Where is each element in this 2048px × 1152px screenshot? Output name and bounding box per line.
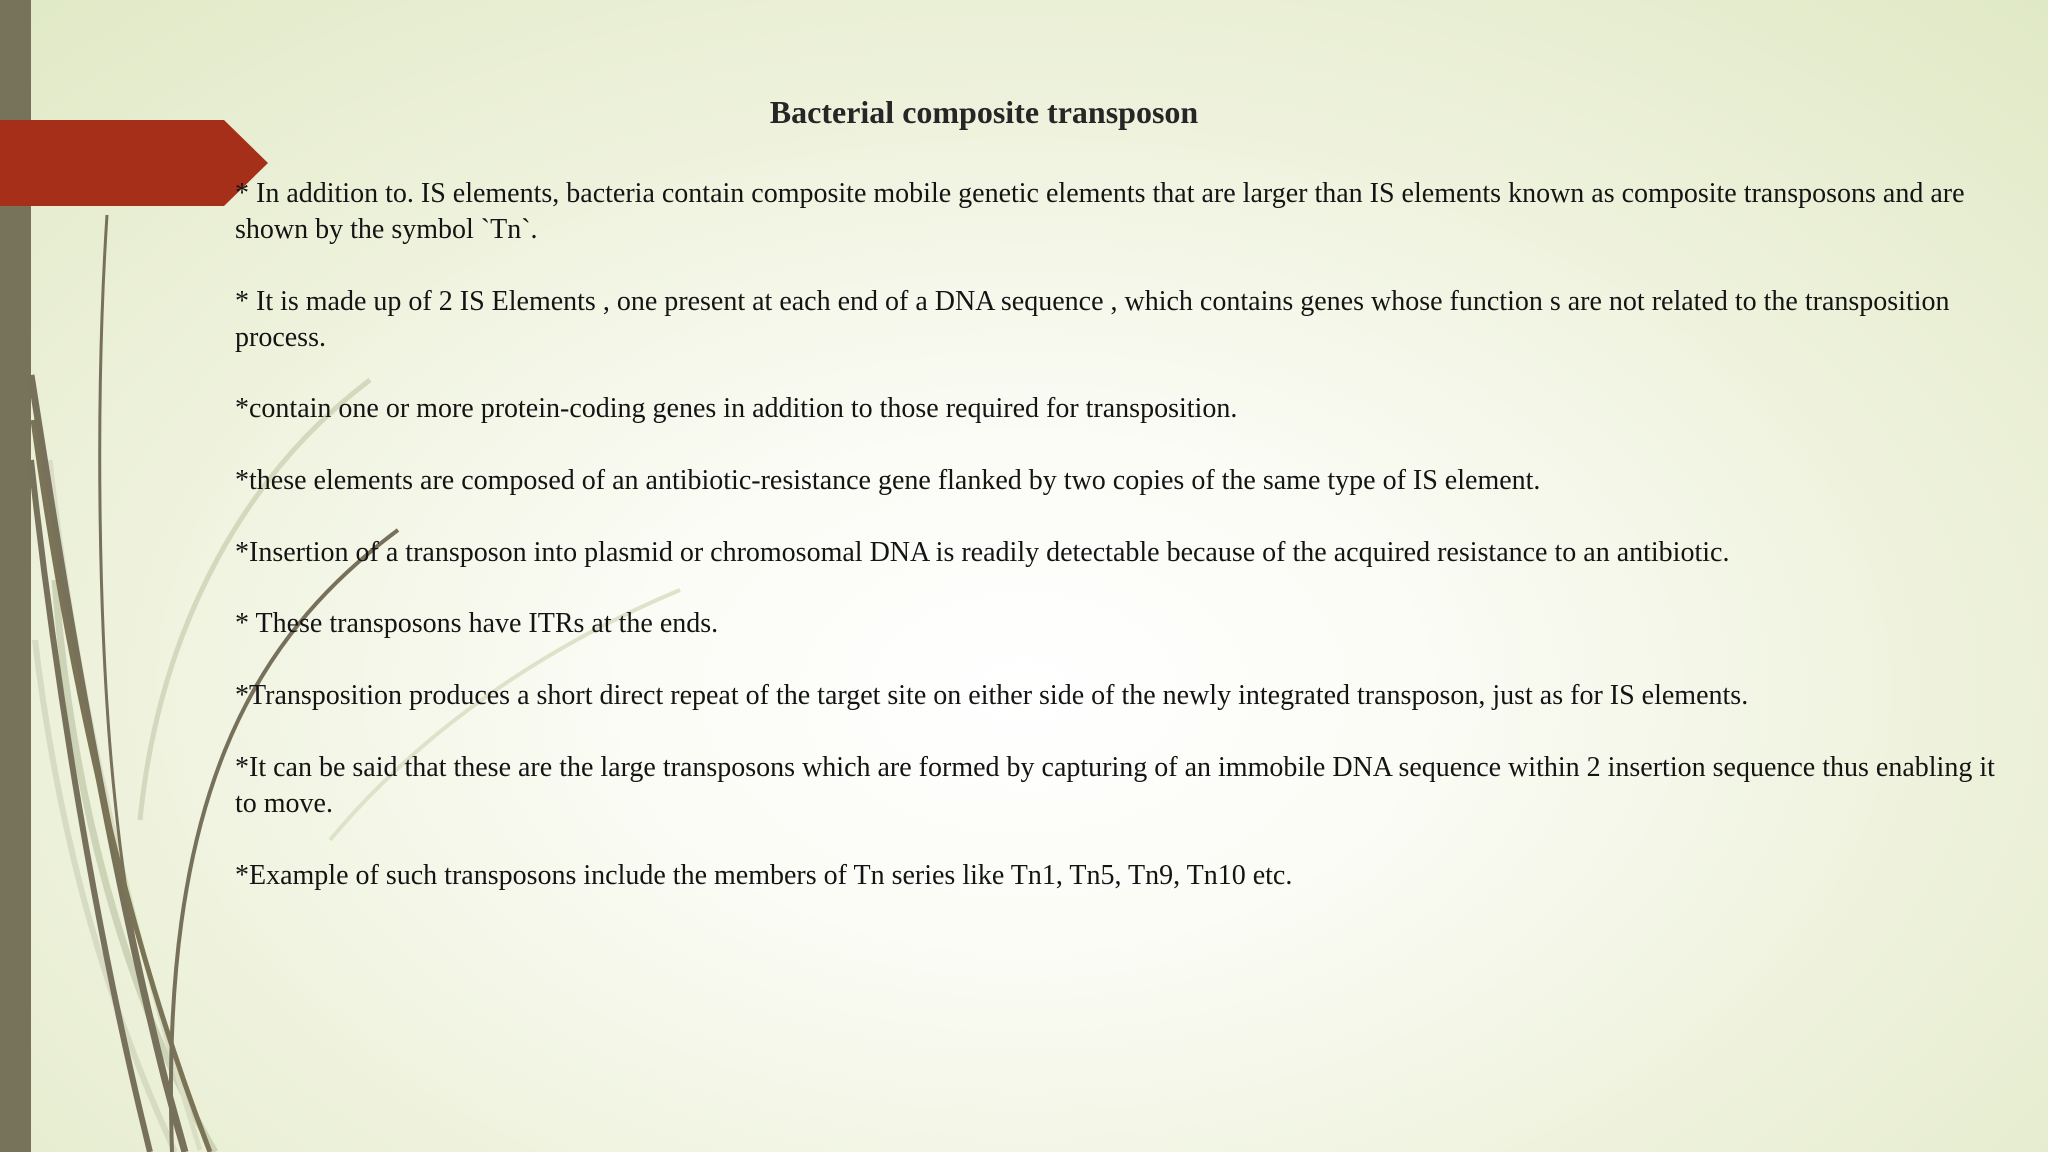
- slide-title: Bacterial composite transposon: [769, 94, 1199, 130]
- paragraph-1: * In addition to. IS elements, bacteria contain composite mobile genetic elements that are larger than IS elements known as composite transposons and are shown by the symbol `Tn`.: [235, 178, 1965, 245]
- paragraph-4: *these elements are composed of an antibiotic-resistance gene flanked by two copies of the same type of IS element.: [235, 465, 1541, 497]
- paragraph-6: * These transposons have ITRs at the ends.: [235, 608, 719, 640]
- paragraph-5: *Insertion of a transposon into plasmid or chromosomal DNA is readily detectable because of the acquired resistance to an antibiotic.: [235, 536, 1730, 568]
- paragraph-7: *Transposition produces a short direct repeat of the target site on either side of the newly integrated transposon, just as for IS elements.: [235, 680, 1749, 712]
- paragraph-2: * It is made up of 2 IS Elements , one present at each end of a DNA sequence , which contains genes whose function s are not related to the transposition process.: [235, 285, 1950, 353]
- paragraph-8: *It can be said that these are the large transposons which are formed by capturing of an immobile DNA sequence within 2 insertion sequence thus enabling it to move.: [235, 751, 1995, 819]
- paragraph-9: *Example of such transposons include the members of Tn series like Tn1, Tn5, Tn9, Tn10 etc.: [235, 859, 1293, 891]
- paragraph-3: *contain one or more protein-coding genes in addition to those required for transposition.: [235, 393, 1238, 425]
- red-arrow-tab: [0, 120, 268, 206]
- light-curve-2: [35, 640, 175, 1152]
- slide-body: [235, 176, 1995, 929]
- dark-curve-thin: [100, 215, 183, 1152]
